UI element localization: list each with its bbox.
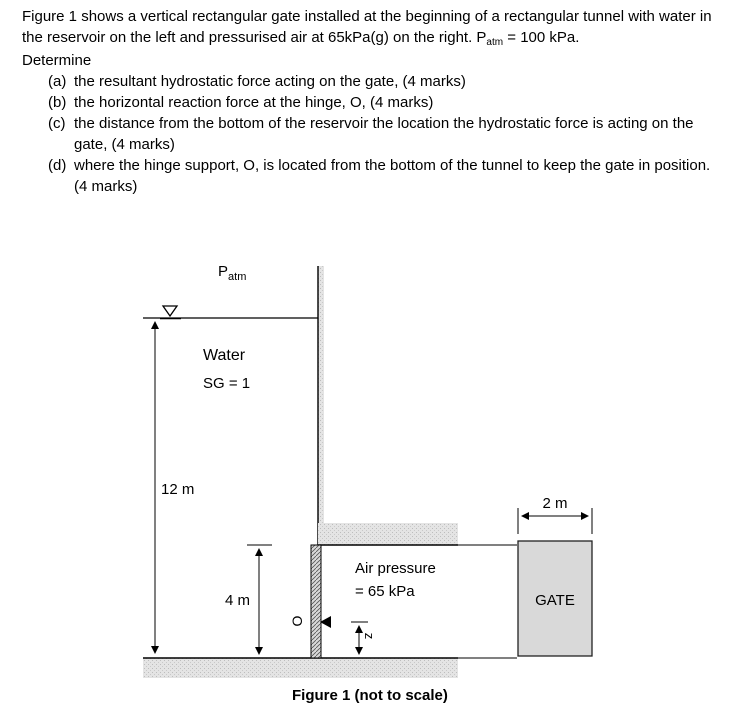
question-text: where the hinge support, O, is located from the bottom of the tunnel to keep the gate in position. (4 marks) [74, 157, 711, 195]
tunnel-roof [318, 523, 458, 545]
sg-label: SG = 1 [203, 375, 251, 392]
question-letter: (a) [48, 73, 67, 90]
free-surface-icon [163, 306, 177, 316]
intro-text-end: = 100 kPa. [503, 29, 580, 46]
depth-label: 12 m [161, 481, 195, 498]
question-letter: (d) [48, 157, 67, 174]
hinge-label: O [289, 615, 305, 627]
gate-height-label: 4 m [225, 592, 251, 609]
air-pressure-label: Air pressure [355, 560, 436, 577]
gate-label: GATE [535, 592, 575, 609]
question-text: the horizontal reaction force at the hinge, O, (4 marks) [74, 94, 434, 111]
width-label: 2 m [542, 495, 568, 512]
gate [311, 545, 321, 658]
question-text: the resultant hydrostatic force acting on the gate, (4 marks) [74, 73, 466, 90]
water-label: Water [203, 347, 246, 364]
question-text: the distance from the bottom of the reservoir the location the hydrostatic force is acting on the gate, (4 marks) [74, 115, 694, 153]
air-pressure-value: = 65 kPa [355, 583, 415, 600]
dam-wall [318, 266, 324, 545]
ground [143, 658, 458, 678]
question-letter: (c) [48, 115, 66, 132]
z-label: z [362, 632, 377, 640]
determine-label: Determine [22, 52, 92, 69]
intro-text: Figure 1 shows a vertical rectangular gate installed at the beginning of a rectangular tunnel with water in the reservoir on the left and pressurised air at 65kPa(g) on the right. P [22, 8, 712, 46]
patm-label: $P_{atm}$ [218, 263, 247, 283]
question-letter: (b) [48, 94, 67, 111]
hinge-icon [320, 616, 331, 628]
figure-caption: Figure 1 (not to scale) [292, 687, 448, 704]
intro-subscript: atm [486, 37, 504, 48]
